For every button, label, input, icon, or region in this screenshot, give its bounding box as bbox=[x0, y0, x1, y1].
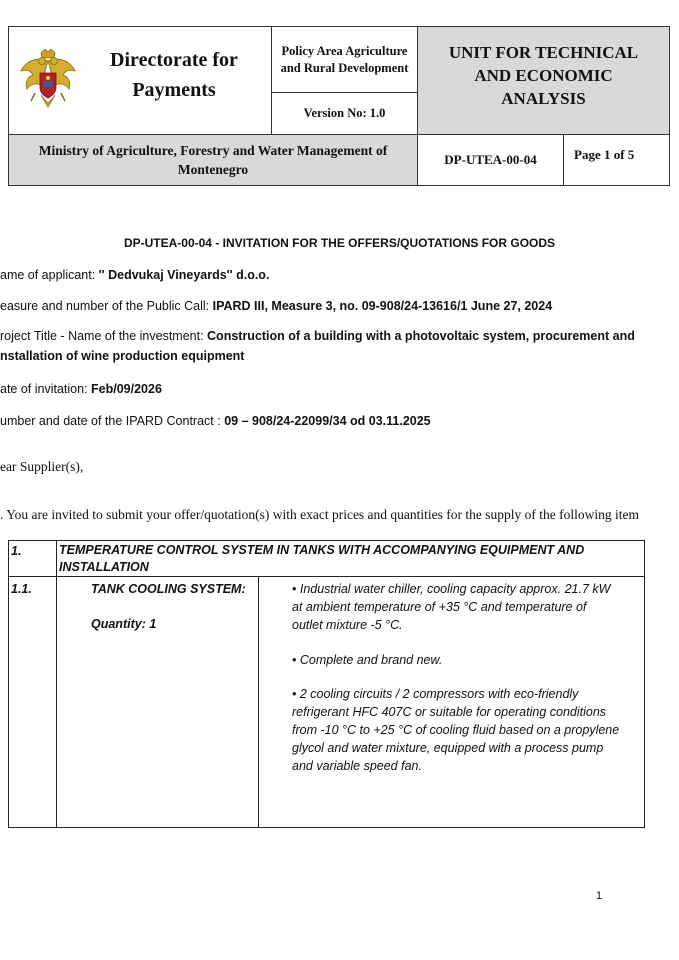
org-name-line1: Directorate for bbox=[110, 49, 238, 71]
unit-name-line3: ANALYSIS bbox=[501, 89, 586, 108]
version-cell bbox=[271, 92, 418, 135]
spec-block-1 bbox=[292, 580, 642, 634]
spec-line: refrigerant HFC 407C or suitable for operating conditions bbox=[292, 705, 607, 719]
measure-line bbox=[0, 299, 552, 313]
measure-value: IPARD III, Measure 3, no. 09-908/24-13616/1 June 27, 2024 bbox=[212, 299, 553, 313]
contract-value: 09 – 908/24-22099/34 od 03.11.2025 bbox=[224, 414, 431, 428]
item-quantity: Quantity: 1 bbox=[91, 617, 157, 631]
document-header bbox=[8, 26, 670, 186]
greeting: ear Supplier(s), bbox=[0, 459, 84, 474]
page-info: Page 1 of 5 bbox=[574, 147, 635, 162]
section-title bbox=[59, 542, 639, 576]
spec-block-2: • Complete and brand new. bbox=[292, 653, 443, 667]
row-divider bbox=[9, 576, 644, 577]
spec-line: from -10 °C to +25 °C of cooling fluid based on a propylene bbox=[292, 723, 620, 737]
spec-line: • Industrial water chiller, cooling capacity approx. 21.7 kW bbox=[292, 582, 611, 596]
section-number: 1. bbox=[11, 544, 22, 558]
applicant-label: ame of applicant: bbox=[0, 268, 99, 282]
project-value-line1: Construction of a building with a photovoltaic system, procurement and bbox=[207, 329, 635, 343]
project-label: roject Title - Name of the investment: bbox=[0, 329, 208, 343]
project-value-line2: nstallation of wine production equipment bbox=[0, 349, 245, 363]
contract-line bbox=[0, 414, 431, 428]
project-line-2 bbox=[0, 349, 244, 363]
version-number: Version No: 1.0 bbox=[303, 106, 386, 120]
measure-label: easure and number of the Public Call: bbox=[0, 299, 213, 313]
doc-code-cell bbox=[417, 134, 564, 186]
applicant-value: '' Dedvukaj Vineyards'' d.o.o. bbox=[98, 268, 270, 282]
unit-name-line2: AND ECONOMIC bbox=[474, 66, 613, 85]
org-name-line2: Payments bbox=[132, 79, 216, 101]
date-line bbox=[0, 382, 162, 396]
date-value: Feb/09/2026 bbox=[91, 382, 162, 396]
page-info-cell bbox=[563, 134, 670, 186]
project-line bbox=[0, 329, 635, 343]
doc-code: DP-UTEA-00-04 bbox=[444, 152, 537, 167]
montenegro-coat-of-arms-icon bbox=[19, 49, 77, 111]
unit-cell bbox=[417, 26, 670, 135]
item-name: TANK COOLING SYSTEM: bbox=[91, 582, 246, 596]
intro-text: . You are invited to submit your offer/quotation(s) with exact prices and quantities for the supply of the following item bbox=[0, 507, 640, 522]
date-label: ate of invitation: bbox=[0, 382, 92, 396]
col-divider-2 bbox=[258, 576, 259, 827]
section-title-line2: INSTALLATION bbox=[59, 560, 149, 574]
spec-line: at ambient temperature of +35 °C and temperature of bbox=[292, 600, 587, 614]
ministry-name: Ministry of Agriculture, Forestry and Water Management of Montenegro bbox=[38, 143, 388, 177]
items-table bbox=[8, 540, 645, 828]
spec-line: outlet mixture -5 °C. bbox=[292, 618, 403, 632]
unit-name-line1: UNIT FOR TECHNICAL bbox=[448, 43, 639, 62]
col-divider-1 bbox=[56, 541, 57, 827]
ministry-cell bbox=[8, 134, 418, 186]
spec-line: and variable speed fan. bbox=[292, 759, 422, 773]
applicant-line bbox=[0, 268, 269, 282]
org-cell bbox=[8, 26, 272, 135]
contract-label: umber and date of the IPARD Contract : bbox=[0, 414, 225, 428]
spec-line: • 2 cooling circuits / 2 compressors with eco-friendly bbox=[292, 687, 579, 701]
document-title: DP-UTEA-00-04 - INVITATION FOR THE OFFERS/QUOTATIONS FOR GOODS bbox=[123, 236, 556, 250]
section-title-line1: TEMPERATURE CONTROL SYSTEM IN TANKS WITH ACCOMPANYING EQUIPMENT AND bbox=[59, 543, 585, 557]
footer-page-number: 1 bbox=[596, 890, 603, 902]
policy-area-cell bbox=[271, 26, 418, 93]
policy-area: Policy Area Agriculture and Rural Development bbox=[280, 43, 409, 75]
spec-block-3 bbox=[292, 685, 642, 775]
item-number: 1.1. bbox=[11, 582, 32, 596]
spec-line: glycol and water mixture, equipped with a process pump bbox=[292, 741, 604, 755]
